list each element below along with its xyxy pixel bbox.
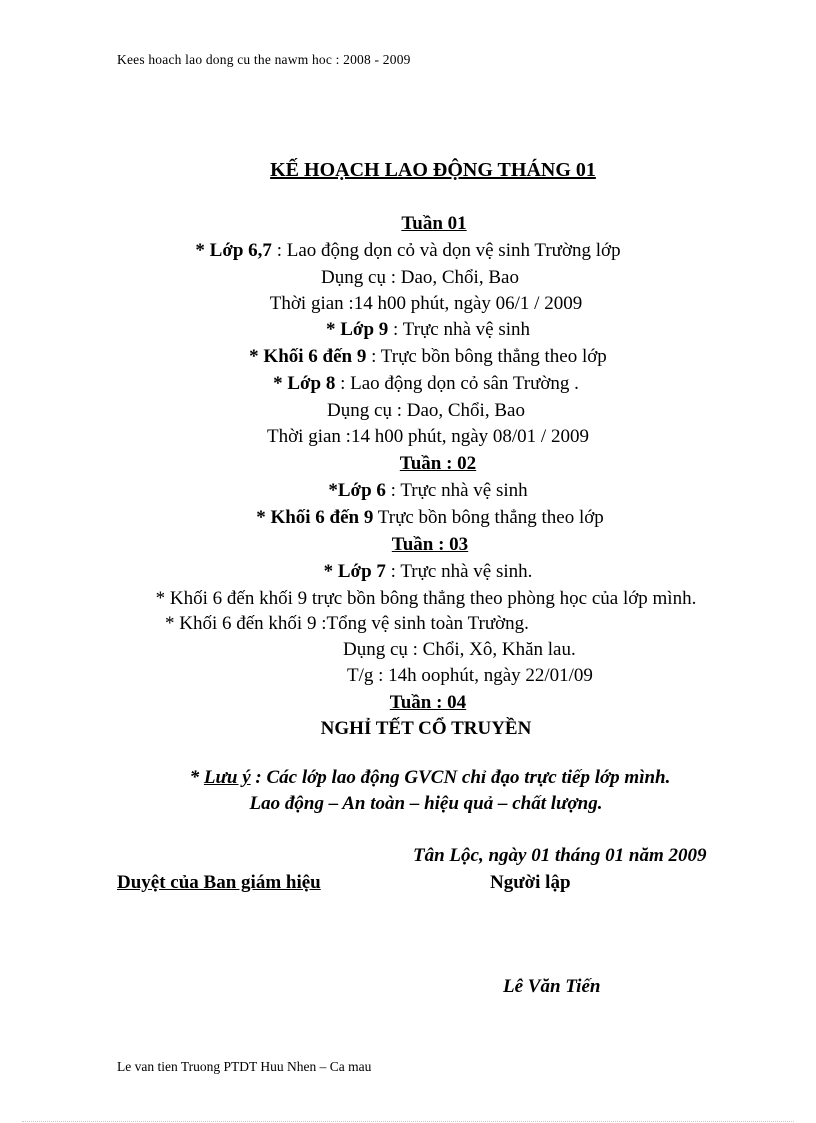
week-3-line-3: * Khối 6 đến khối 9 :Tổng vệ sinh toàn Trường. [165, 613, 529, 634]
week-4-heading: Tuần : 04 [389, 692, 467, 713]
page-footer: Le van tien Truong PTDT Huu Nhen – Ca mau [117, 1059, 372, 1074]
week-2-line-1: *Lớp 6 : Trực nhà vệ sinh [328, 480, 528, 501]
week-3-heading: Tuần : 03 [391, 534, 469, 555]
week-1-line-6: * Lớp 8 : Lao động dọn cỏ sân Trường . [273, 373, 579, 394]
approval-label: Duyệt của Ban giám hiệu [117, 872, 321, 893]
week-2-line-2: * Khối 6 đến 9 Trực bồn bông thẳng theo lớp [256, 507, 604, 528]
week-1-line-2: Dụng cụ : Dao, Chổi, Bao [321, 267, 519, 288]
week-1-line-7: Dụng cụ : Dao, Chổi, Bao [327, 400, 525, 421]
week-4-line-1: NGHỈ TẾT CỔ TRUYỀN [320, 718, 532, 739]
place-date: Tân Lộc, ngày 01 tháng 01 năm 2009 [413, 845, 707, 866]
week-1-line-1: * Lớp 6,7 : Lao động dọn cỏ và dọn vệ sinh Trường lớp [195, 240, 621, 261]
week-1-line-8: Thời gian :14 h00 phút, ngày 08/01 / 2009 [267, 426, 589, 447]
week-1-line-3: Thời gian :14 h00 phút, ngày 06/1 / 2009 [269, 293, 583, 314]
document-title: KẾ HOẠCH LAO ĐỘNG THÁNG 01 [270, 159, 596, 181]
week-3-line-1: * Lớp 7 : Trực nhà vệ sinh. [323, 561, 533, 582]
week-1-heading: Tuần 01 [401, 213, 467, 234]
note-label: Lưu ý [203, 767, 251, 788]
week-2-heading: Tuần : 02 [399, 453, 477, 474]
note-line-2: Lao động – An toàn – hiệu quả – chất lượng. [249, 793, 603, 814]
week-3-line-4: Dụng cụ : Chổi, Xô, Khăn lau. [343, 639, 576, 660]
page-header: Kees hoach lao dong cu the nawm hoc : 2008 - 2009 [117, 52, 411, 67]
week-3-line-2: * Khối 6 đến khối 9 trực bồn bông thẳng theo phòng học của lớp mình. [155, 588, 697, 609]
page-divider [22, 1121, 794, 1122]
week-1-line-4: * Lớp 9 : Trực nhà vệ sinh [326, 319, 530, 340]
preparer-label: Người lập [490, 872, 571, 893]
note-line-1: * Lưu ý : Các lớp lao động GVCN chỉ đạo trực tiếp lớp mình. [189, 767, 671, 788]
preparer-name: Lê Văn Tiến [503, 976, 601, 997]
week-1-line-5: * Khối 6 đến 9 : Trực bồn bông thẳng theo lớp [249, 346, 607, 367]
week-3-line-5: T/g : 14h oophút, ngày 22/01/09 [347, 665, 593, 686]
